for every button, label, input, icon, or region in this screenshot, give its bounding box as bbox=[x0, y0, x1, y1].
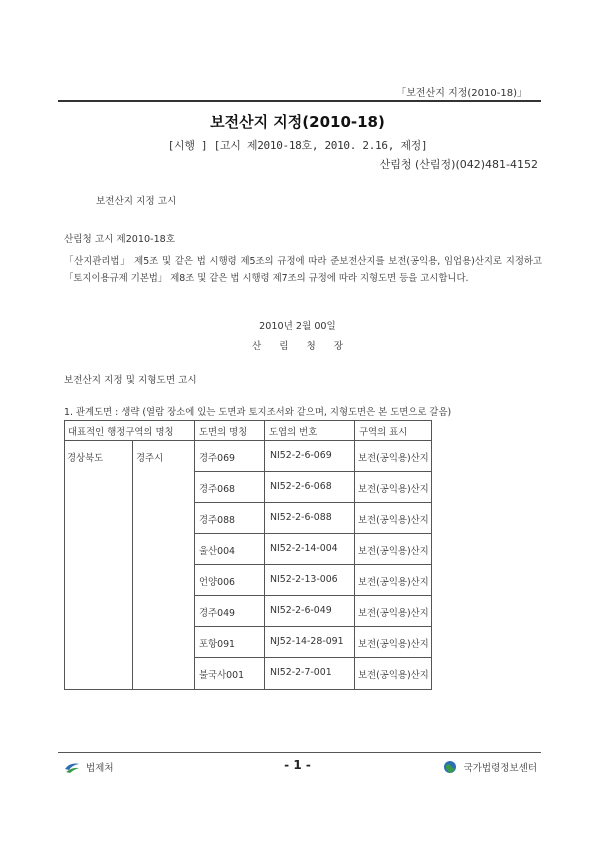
table-header-cell: 구역의 표시 bbox=[359, 427, 408, 438]
table-cell-zone: 보전(공익용)산지 bbox=[358, 484, 429, 495]
table-cell-zone: 보전(공익용)산지 bbox=[358, 670, 429, 681]
table-column-divider bbox=[431, 440, 432, 690]
table-row-rule bbox=[194, 533, 431, 534]
table-cell-map-name: 경주049 bbox=[199, 608, 236, 619]
table-cell-sheet-number: NJ52-14-28-091 bbox=[270, 636, 344, 647]
table-cell-sheet-number: NI52-2-6-068 bbox=[270, 481, 332, 492]
document-title: 보전산지 지정(2010-18) bbox=[210, 113, 385, 131]
page-number: - 1 - bbox=[284, 758, 311, 772]
designation-table bbox=[64, 420, 431, 690]
globe-logo-icon bbox=[442, 760, 458, 774]
table-header-rule bbox=[64, 440, 431, 441]
notice-paragraph: 「산지관리법」 제5조 및 같은 법 시행령 제5조의 규정에 따라 준보전산지를 보전(공익용, 임업용)산지로 지정하고 「토지이용규제 기본법」 제8조 및 같은 법 시행령 제7조의 규정에 따라 지형도면 등을 고시합니다. bbox=[64, 256, 542, 284]
table-header-divider bbox=[264, 420, 265, 440]
table-cell-zone: 보전(공익용)산지 bbox=[358, 515, 429, 526]
notice-title: 보전산지 지정 고시 bbox=[96, 196, 177, 207]
issuing-agency: 산림청장 bbox=[251, 341, 362, 352]
table-cell-sheet-number: NI52-2-7-001 bbox=[270, 667, 332, 678]
table-cell-map-name: 경주069 bbox=[199, 453, 236, 464]
table-cell-map-name: 경주088 bbox=[199, 515, 236, 526]
table-bottom-border bbox=[64, 689, 431, 690]
footer-rule bbox=[58, 752, 541, 753]
document-tag: 「보전산지 지정(2010-18)」 bbox=[396, 88, 527, 99]
table-header-divider bbox=[431, 420, 432, 440]
table-column-divider bbox=[64, 440, 65, 690]
table-row-rule bbox=[194, 626, 431, 627]
related-drawings-item: 1. 관계도면 : 생략 (열람 장소에 있는 도면과 토지조서와 같으며, 지형도면은 본 도면으로 갈음) bbox=[64, 407, 452, 418]
notice-date: 2010년 2월 00일 bbox=[259, 321, 336, 332]
table-column-divider bbox=[194, 440, 195, 690]
table-header-cell: 도엽의 번호 bbox=[269, 427, 318, 438]
table-cell-sheet-number: NI52-2-14-004 bbox=[270, 543, 338, 554]
table-cell-map-name: 불국사001 bbox=[199, 670, 245, 681]
table-column-divider bbox=[264, 440, 265, 690]
footer-left-label: 법제처 bbox=[86, 763, 114, 774]
table-cell-zone: 보전(공익용)산지 bbox=[358, 546, 429, 557]
section-title: 보전산지 지정 및 지형도면 고시 bbox=[64, 375, 197, 386]
table-header-cell: 대표적인 행정구역의 명칭 bbox=[68, 427, 174, 438]
header-rule bbox=[58, 100, 541, 102]
table-row-rule bbox=[194, 471, 431, 472]
table-top-border bbox=[64, 420, 431, 421]
table-cell-zone: 보전(공익용)산지 bbox=[358, 577, 429, 588]
enactment-info: [시행 ] [고시 제2010-18호, 2010. 2.16, 제정] bbox=[167, 139, 428, 152]
table-cell-zone: 보전(공익용)산지 bbox=[358, 639, 429, 650]
table-cell-sheet-number: NI52-2-13-006 bbox=[270, 574, 338, 585]
table-cell-city: 경주시 bbox=[136, 453, 164, 464]
table-cell-zone: 보전(공익용)산지 bbox=[358, 608, 429, 619]
table-header-divider bbox=[64, 420, 65, 440]
ministry-contact: 산림청 (산림정)(042)481-4152 bbox=[379, 158, 538, 171]
table-cell-map-name: 언양006 bbox=[199, 577, 236, 588]
footer-right-label: 국가법령정보센터 bbox=[463, 763, 537, 774]
table-cell-map-name: 경주068 bbox=[199, 484, 236, 495]
table-header-cell: 도면의 명칭 bbox=[199, 427, 248, 438]
table-header-divider bbox=[354, 420, 355, 440]
table-cell-sheet-number: NI52-2-6-049 bbox=[270, 605, 332, 616]
table-row-rule bbox=[194, 595, 431, 596]
table-row-rule bbox=[194, 564, 431, 565]
table-cell-map-name: 울산004 bbox=[199, 546, 236, 557]
table-column-divider bbox=[354, 440, 355, 690]
table-cell-zone: 보전(공익용)산지 bbox=[358, 453, 429, 464]
table-row-rule bbox=[194, 502, 431, 503]
notice-number: 산림청 고시 제2010-18호 bbox=[64, 234, 176, 245]
table-header-divider bbox=[194, 420, 195, 440]
table-cell-map-name: 포항091 bbox=[199, 639, 236, 650]
table-cell-sheet-number: NI52-2-6-069 bbox=[270, 450, 332, 461]
table-column-divider bbox=[132, 440, 133, 690]
table-cell-sheet-number: NI52-2-6-088 bbox=[270, 512, 332, 523]
table-row-rule bbox=[194, 657, 431, 658]
table-cell-province: 경상북도 bbox=[67, 453, 104, 464]
footer-right bbox=[442, 760, 537, 774]
